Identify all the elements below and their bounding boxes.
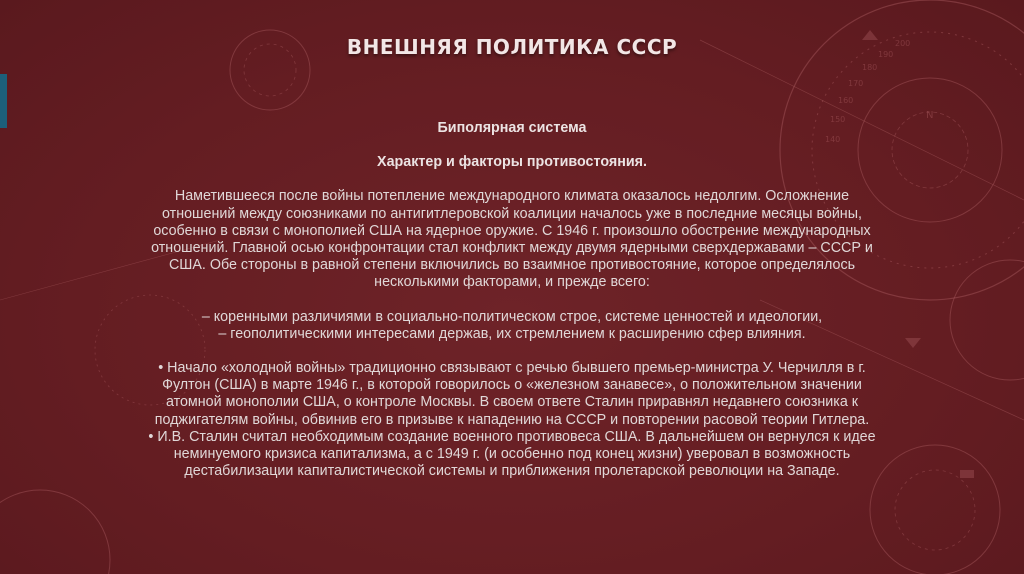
side-accent-bar [0, 74, 7, 128]
paragraph-intro [60, 188, 964, 291]
dial-number: 150 [830, 115, 846, 124]
slide-title: ВНЕШНЯЯ ПОЛИТИКА СССР [346, 35, 678, 59]
body-text [60, 120, 964, 480]
text-line: отношений между союзниками по антигитлеровской коалиции началось уже в последние месяцы войны, [162, 205, 862, 222]
text-line: неминуемого кризиса капитализма, а с 1949 г. (и особенно под конец жизни) уверовал в возможность [173, 446, 851, 463]
text-line: Наметившееся после войны потепление международного климата оказалось недолгим. Осложнение [174, 188, 850, 205]
text-line: Фултон (США) в марте 1946 г., в которой говорилось о «железном занавесе», о положительном значении [162, 377, 862, 394]
text-line: несколькими факторами, и прежде всего: [374, 274, 650, 291]
factors-list [60, 309, 964, 343]
text-line: • Начало «холодной войны» традиционно связывают с речью бывшего премьер-министра У. Черчилля в г. [158, 360, 866, 377]
dial-number: 160 [838, 96, 854, 105]
dial-number: 140 [825, 135, 841, 144]
text-line: дестабилизации капиталистической системы и приближения пролетарской революции на Западе. [184, 463, 840, 480]
factor-item: – коренными различиями в социально-политическом строе, системе ценностей и идеологии, [201, 308, 823, 325]
compass-label: N [926, 110, 934, 121]
factor-item: – геополитическими интересами держав, их стремлением к расширению сфер влияния. [218, 325, 806, 342]
bottom-left-ring [0, 490, 110, 574]
text-line: поджигателям войны, обвинив его в призыве к нападению на СССР и повторении расовой теории Гитлера. [154, 411, 870, 428]
subtitle-bipolar: Биполярная система [437, 120, 587, 136]
text-line: особенно в связи с монополией США на ядерное оружие. С 1946 г. произошло обострение международных [153, 222, 871, 239]
subtitle-factors: Характер и факторы противостояния. [377, 154, 647, 171]
bullet-cold-war [60, 360, 964, 429]
text-line: • И.В. Сталин считал необходимым создание военного противовеса США. В дальнейшем он вернулся к идее [148, 428, 876, 445]
text-line: атомной монополии США, о контроле Москвы. В своем ответе Сталин приравнял недавнего союзника к [165, 394, 859, 411]
dial-number: 170 [848, 79, 864, 88]
bottom-right-ring-inner [895, 470, 975, 550]
bullet-stalin [60, 429, 964, 481]
dial-number: 200 [895, 39, 911, 48]
dial-number: 190 [878, 50, 894, 59]
text-line: отношений. Главной осью конфронтации стал конфликт между двумя ядерными сверхдержавами – СССР и [151, 240, 873, 257]
text-line: США. Обе стороны в равной степени включились во взаимное противостояние, которое определялось [168, 257, 856, 274]
dial-number: 180 [862, 63, 878, 72]
